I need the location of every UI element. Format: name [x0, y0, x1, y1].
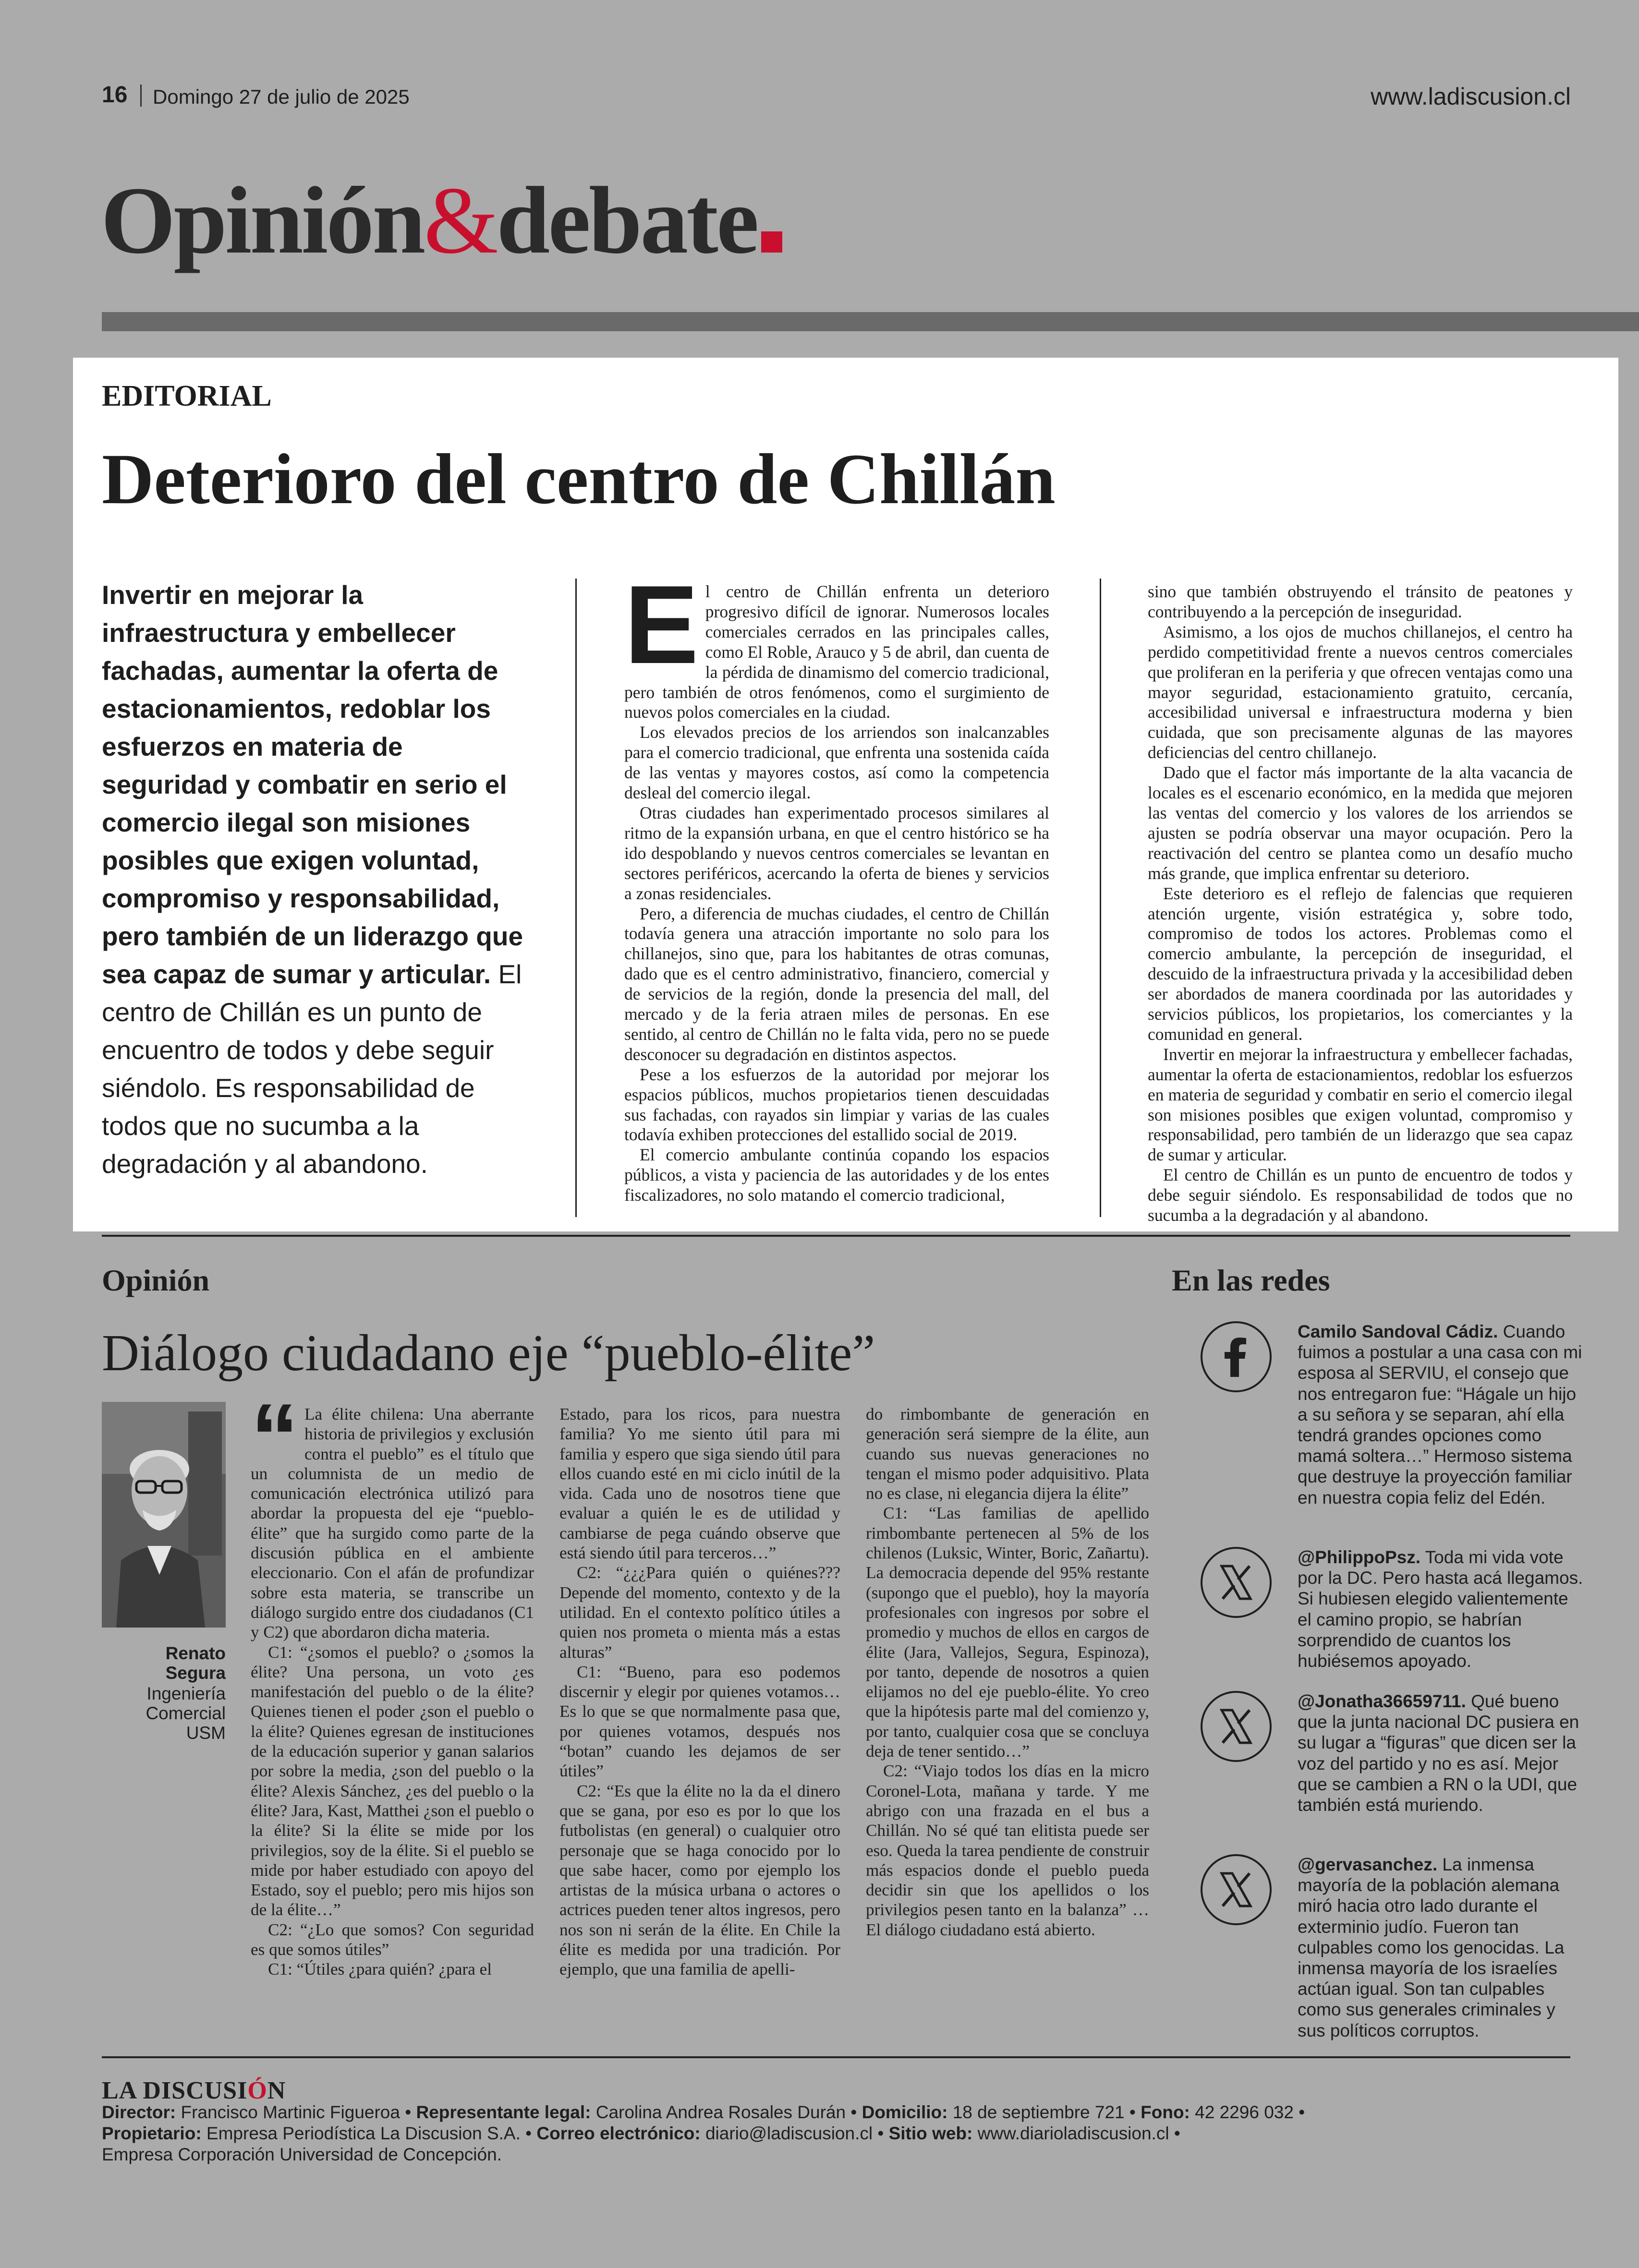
section-title	[101, 168, 782, 274]
social-post-text: @PhilippoPsz. Toda mi vida vote por la DC. Pero hasta acá llegamos. Si hubiesen elegido valientemente el camino propio, se habrían sorprendido de cuantos los hubiésemos apoyado.	[1298, 1547, 1583, 1671]
opinion-paragraph: C2: “¿Lo que somos? Con seguridad es que somos útiles”	[251, 1920, 534, 1959]
editorial-paragraph: Asimismo, a los ojos de muchos chillanejos, el centro ha perdido competitividad frente a nuevos centros comerciales que proliferan en la periferia y que ofrecen ventajas como una mayor seguridad, estacionamiento gratuito, cercanía, accesibilidad universal e infraestructura moderna y bien cuidada, que son precisamente algunas de las mayores deficiencias del centro chillanejo.	[1148, 622, 1573, 762]
editorial-paragraph: Los elevados precios de los arriendos son inalcanzables para el comercio tradicional, que enfrenta una sostenida caída de las ventas y mayores costos, así como la competencia desleal del comercio ilegal.	[624, 723, 1049, 803]
opinion-column-3	[866, 1404, 1149, 1940]
author-portrait-image	[102, 1402, 226, 1628]
editorial-lead-normal: El centro de Chillán es un punto de encuentro de todos y debe seguir siéndolo. Es responsabilidad de todos que no sucumba a la degradación y al abandono.	[102, 959, 522, 1179]
opinion-column-1	[251, 1384, 534, 1979]
quote-mark-icon: “	[251, 1384, 299, 1491]
title-red-dot	[761, 231, 782, 253]
editorial-paragraph: Pero, a diferencia de muchas ciudades, el centro de Chillán todavía genera una atracción importante no solo para los chillanejos, sino que, para los habitantes de otras comunas, dado que es el centro administrativo, financiero, comercial y de servicios de la región, donde la presencia del mall, del mercado y de la feria atraen miles de personas. En ese sentido, al centro de Chillán no le falta vida, pero no se puede desconocer su degradación en distintos aspectos.	[624, 904, 1049, 1064]
section-rule	[102, 312, 1639, 331]
editorial-paragraph: El comercio ambulante continúa copando los espacios públicos, a vista y paciencia de las autoridades y de los entes fiscalizadores, no solo matando el comercio tradicional,	[624, 1145, 1049, 1205]
opinion-paragraph: do rimbombante de generación en generación será siempre de la élite, aun cuando sus nuevas generaciones no tengan el mismo poder adquisitivo. Plata no es clase, ni elegancia dijera la élite”	[866, 1405, 1149, 1503]
editorial-paragraph: Otras ciudades han experimentado procesos similares al ritmo de la expansión urbana, en que el centro histórico se ha ido despoblando y nuevos centros comerciales se levantan en sectores periféricos, acercando la oferta de bienes y servicios a zonas residenciales.	[624, 803, 1049, 903]
editorial-paragraph: El centro de Chillán es un punto de encuentro de todos y debe seguir siéndolo. Es responsabilidad de todos que no sucumba a la degradación y al abandono.	[1148, 1165, 1573, 1225]
author-role: Ingeniería Comercial USM	[146, 1684, 226, 1743]
opinion-paragraph: “ La élite chilena: Una aberrante historia de privilegios y exclusión contra el pueblo” es el título que un columnista de un medio de comunicación electrónica utilizó para abordar la propuesta del eje “pueblo-élite” que ha surgido como parte de la discusión pública en el ambiente eleccionario. Con el afán de profundizar sobre esta materia, se transcribe un diálogo surgido entre dos ciudadanos (C1 y C2) que abordaron dicha materia.	[251, 1384, 534, 1642]
footer-credits	[102, 2102, 1590, 2165]
editorial-paragraph: Invertir en mejorar la infraestructura y embellecer fachadas, aumentar la oferta de estacionamientos, redoblar los esfuerzos en materia de seguridad y combatir en serio el comercio ilegal son misiones posibles que exigen voluntad, compromiso y responsabilidad, pero también de un liderazgo que sea capaz de sumar y articular.	[1148, 1044, 1573, 1165]
footer-rule	[102, 2056, 1570, 2058]
footer-line: Propietario: Empresa Periodística La Discusion S.A. • Correo electrónico: diario@ladiscusion.cl • Sitio web: www.diarioladiscusion.cl •	[102, 2123, 1180, 2143]
footer-line: Director: Francisco Martinic Figueroa • Representante legal: Carolina Andrea Rosales Durán • Domicilio: 18 de septiembre 721 • Fono: 42 2296 032 •	[102, 2102, 1305, 2122]
social-section-title: En las redes	[1172, 1263, 1330, 1297]
opinion-headline: Diálogo ciudadano eje “pueblo-élite”	[102, 1325, 875, 1382]
website-link[interactable]: www.ladiscusion.cl	[1371, 83, 1571, 110]
footer-line: Empresa Corporación Universidad de Concepción.	[102, 2145, 502, 2164]
social-post-text: Camilo Sandoval Cádiz. Cuando fuimos a postular a una casa con mi esposa al SERVIU, el consejo que nos entregaron fue: “Hágale un hijo a su señora y se separan, ahí ella tendrá grandes opciones como mamá soltera…” Hermoso sistema que destruye la proyección familiar en nuestra copia feliz del Edén.	[1298, 1322, 1582, 1508]
editorial-paragraph: Pese a los esfuerzos de la autoridad por mejorar los espacios públicos, muchos propietarios tienen descuidadas sus fachadas, con rayados sin limpiar y varias de las cuales todavía exhiben protecciones del estallido social de 2019.	[624, 1064, 1049, 1145]
social-post-text: @gervasanchez. La inmensa mayoría de la población alemana miró hacia otro lado durante el exterminio judío. Fueron tan culpables como los genocidas. La inmensa mayoría de los israelíes actúan igual. Son tan culpables como sus generales criminales y sus políticos corruptos.	[1298, 1855, 1565, 2040]
opinion-paragraph: C1: “Bueno, para eso podemos discernir y elegir por quienes votamos… Es lo que se que normalmente pasa que, por quienes votamos, después nos “botan” cuando les dejamos de ser útiles”	[559, 1662, 840, 1781]
section-title-opinion: Opinión	[101, 168, 424, 274]
editorial-headline: Deterioro del centro de Chillán	[102, 439, 1056, 519]
editorial-kicker: EDITORIAL	[102, 380, 272, 412]
editorial-paragraph: Este deterioro es el reflejo de falencias que requieren atención urgente, visión estratégica y, sobre todo, compromiso de todos los actores. Problemas como el comercio ambulante, la percepción de inseguridad, el descuido de la infraestructura privada y la accesibilidad deben ser abordados de manera coordinada por las autoridades y servicios públicos, los propietarios, los comerciantes y la comunidad en general.	[1148, 883, 1573, 1044]
website-footer-link[interactable]: www.diarioladiscusion.cl •	[972, 2123, 1180, 2143]
section-title-debate: debate	[496, 168, 757, 274]
facebook-icon	[1201, 1321, 1272, 1392]
editorial-lead	[102, 576, 524, 1183]
editorial-lead-bold: Invertir en mejorar la infraestructura y embellecer fachadas, aumentar la oferta de estacionamientos, redoblar los esfuerzos en materia de seguridad y combatir en serio el comercio ilegal son misiones posibles que exigen voluntad, compromiso y responsabilidad, pero también de un liderazgo que sea capaz de sumar y articular.	[102, 580, 523, 989]
opinion-kicker: Opinión	[102, 1263, 210, 1297]
editorial-paragraph: Dado que el factor más importante de la alta vacancia de locales es el escenario económico, en la medida que mejoren las ventas del comercio y los valores de los arriendos se ajusten se podría observar una mayor ocupación. Pero la reactivación del centro se plantea como un desafío mucho más grande, que implica enfrentar su deterioro.	[1148, 763, 1573, 883]
masthead-logo: LA DISCUSIÓN	[102, 2077, 286, 2104]
editorial-column-2	[1148, 582, 1573, 1226]
opinion-paragraph: Estado, para los ricos, para nuestra familia? Yo me siento útil para mi familia y espero que siga siendo útil para ellos cuando esté en mi ciclo inútil de la vida. Cada uno de nosotros tiene que evaluar a quién le es de utilidad y cambiarse de pega cuándo observe que está siendo útil para terceros…”	[559, 1405, 840, 1563]
x-icon	[1201, 1854, 1272, 1925]
email-link[interactable]: diario@ladiscusion.cl •	[700, 2123, 889, 2143]
author-name: Renato Segura	[165, 1643, 226, 1683]
edition-date: Domingo 27 de julio de 2025	[153, 85, 410, 108]
editorial-paragraph: sino que también obstruyendo el tránsito de peatones y contribuyendo a la percepción de inseguridad.	[1148, 582, 1573, 621]
social-post-text: @Jonatha36659711. Qué bueno que la junta nacional DC pusiera en su lugar a “figuras” que dicen ser la voz del partido y no es así. Mejor que se cambien a RN o la UDI, que también está muriendo.	[1298, 1691, 1579, 1815]
column-divider	[1100, 579, 1101, 1217]
section-title-ampersand: &	[424, 168, 497, 274]
column-divider	[575, 579, 577, 1217]
author-photo	[102, 1402, 226, 1628]
editorial-paragraph: El centro de Chillán enfrenta un deterioro progresivo difícil de ignorar. Numerosos locales comerciales cerrados en las principales calles, como El Roble, Arauco y 5 de abril, dan cuenta de la pérdida de dinamismo del comercio tradicional, pero también de otros fenómenos, como el surgimiento de nuevos polos comerciales en la ciudad.	[624, 563, 1049, 722]
editorial-column-1	[624, 563, 1049, 1206]
drop-cap: E	[624, 563, 699, 687]
opinion-paragraph: C1: “¿somos el pueblo? o ¿somos la élite? Una persona, un voto ¿es manifestación del pueblo o de la élite? Quienes tienen el poder ¿son el pueblo o la élite? Quienes egresan de instituciones de la educación superior y ganan salarios por sobre la media, ¿son del pueblo o la élite? Alexis Sánchez, ¿es del pueblo o la élite? Jara, Kast, Matthei ¿son el pueblo o la élite? Si la élite se mide por los privilegios, soy de la élite. Si el pueblo se mide por haber estudiado con apoyo del Estado, soy el pueblo; pero mis hijos son de la élite…”	[251, 1642, 534, 1919]
x-icon	[1201, 1691, 1272, 1762]
opinion-paragraph: C2: “¿¿¿Para quién o quiénes??? Depende del momento, contexto y de la utilidad. En el contexto político útiles a quien nos prometa o mienta más a estas alturas”	[559, 1563, 840, 1662]
x-icon	[1201, 1547, 1272, 1618]
opinion-paragraph: C2: “Viajo todos los días en la micro Coronel-Lota, mañana y tarde. Y me abrigo con una frazada en el bus a Chillán. No sé qué tan elitista puede ser eso. Queda la tarea pendiente de construir más espacios donde el pueblo pueda decidir sin que los apellidos o los privilegios pesen tanto en la balanza” … El diálogo ciudadano está abierto.	[866, 1761, 1149, 1939]
page-number: 16	[102, 82, 128, 108]
opinion-paragraph: C1: “Útiles ¿para quién? ¿para el	[268, 1960, 492, 1979]
opinion-column-2	[559, 1404, 840, 1979]
header-separator	[140, 84, 142, 107]
opinion-paragraph: C1: “Las familias de apellido rimbombante pertenecen al 5% de los chilenos (Luksic, Winter, Boric, Zañartu). La democracia depende del 95% restante (supongo que el pueblo), hoy la mayoría profesionales con ingresos por sobre el promedio y muchos de ellos en cargos de élite (Jara, Vallejos, Segura, Espinoza), por tanto, depende de nosotros a quien elijamos no del eje pueblo-élite. Yo creo que la hipótesis parte mal del comienzo y, por tanto, cualquier cosa que se concluya deja de tener sentido…”	[866, 1504, 1149, 1761]
section-divider	[102, 1235, 1570, 1237]
opinion-paragraph: C2: “Es que la élite no la da el dinero que se gana, por eso es por lo que los futbolistas (en general) o cualquier otro personaje que se haga conocido por lo que sabe hacer, como por ejemplo los artistas de la música urbana o actores o actrices pueden tener altos ingresos, pero nos son ni serán de la élite. En Chile la élite es medida por una tradición. Por ejemplo, que una familia de apelli-	[559, 1781, 840, 1979]
